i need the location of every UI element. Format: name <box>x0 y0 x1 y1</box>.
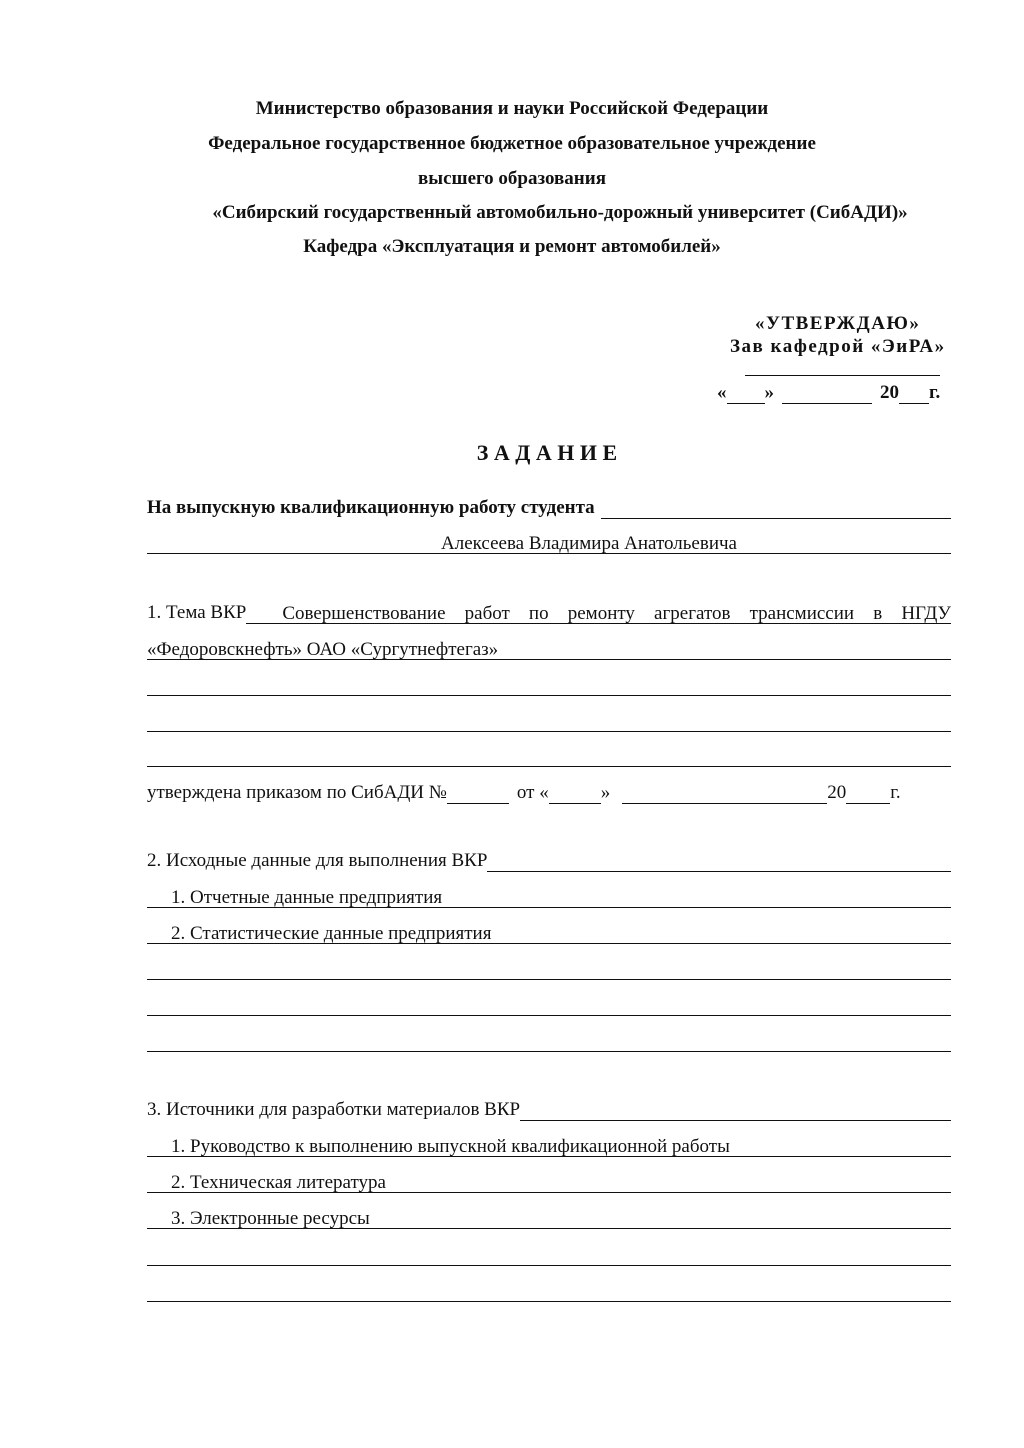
blank-line[interactable] <box>147 675 951 696</box>
signature-line[interactable] <box>745 375 940 376</box>
student-row <box>147 495 951 519</box>
sources-item-2[interactable]: 2. Техническая литература <box>147 1172 951 1193</box>
year-blank[interactable] <box>899 383 929 404</box>
initial-data-item-2[interactable]: 2. Статистические данные предприятия <box>147 923 951 944</box>
blank-line[interactable] <box>147 1245 951 1266</box>
order-suffix: г. <box>890 782 901 803</box>
approval-role: Зав кафедрой «ЭиРА» <box>730 336 946 357</box>
blank-line[interactable] <box>601 498 951 519</box>
education-level: высшего образования <box>418 168 606 189</box>
order-from: от « <box>516 782 549 803</box>
order-number-blank[interactable] <box>447 783 509 804</box>
blank-row <box>147 956 951 980</box>
topic-row <box>147 600 951 624</box>
blank-row <box>147 708 951 732</box>
ministry: Министерство образования и науки Российской Федерации <box>255 98 769 119</box>
year-prefix: 20 <box>880 382 899 403</box>
order-row <box>147 780 951 804</box>
topic-label: 1. Тема ВКР <box>147 602 247 623</box>
blank-row <box>147 743 951 767</box>
quote-open: « <box>717 382 727 403</box>
sources-item <box>147 1169 951 1193</box>
blank-line[interactable] <box>487 851 951 872</box>
order-label: утверждена приказом по СибАДИ № <box>147 782 447 803</box>
order-quote-close: » <box>600 782 611 803</box>
student-name-row <box>147 530 951 554</box>
blank-line[interactable] <box>147 1281 951 1302</box>
document-title: З А Д А Н И Е <box>476 440 618 465</box>
order-day-blank[interactable] <box>549 783 601 804</box>
blank-row <box>147 672 951 696</box>
sources-label: 3. Источники для разработки материалов ВКР <box>147 1099 521 1120</box>
blank-line[interactable] <box>520 1100 951 1121</box>
initial-data-item <box>147 884 951 908</box>
blank-row <box>147 1028 951 1052</box>
approval-title: «УТВЕРЖДАЮ» <box>755 313 921 334</box>
blank-line[interactable] <box>147 1031 951 1052</box>
blank-line[interactable] <box>147 995 951 1016</box>
blank-line[interactable] <box>147 746 951 767</box>
blank-line[interactable] <box>147 959 951 980</box>
sources-item <box>147 1205 951 1229</box>
sources-item-3[interactable]: 3. Электронные ресурсы <box>147 1208 951 1229</box>
department: Кафедра «Эксплуатация и ремонт автомобилей» <box>303 236 721 257</box>
quote-close: » <box>764 382 774 403</box>
topic-row-2 <box>147 636 951 660</box>
initial-data-row <box>147 848 951 872</box>
initial-data-label: 2. Исходные данные для выполнения ВКР <box>147 850 488 871</box>
day-blank[interactable] <box>727 383 765 404</box>
approval-date <box>717 382 940 404</box>
institution-type: Федеральное государственное бюджетное образовательное учреждение <box>208 133 816 154</box>
student-label: На выпускную квалификационную работу студента <box>147 497 595 518</box>
initial-data-item-1[interactable]: 1. Отчетные данные предприятия <box>147 887 951 908</box>
topic-line-2[interactable]: «Федоровскнефть» ОАО «Сургутнефтегаз» <box>147 639 951 660</box>
sources-item-1[interactable]: 1. Руководство к выполнению выпускной квалификационной работы <box>147 1136 951 1157</box>
initial-data-item <box>147 920 951 944</box>
order-month-blank[interactable] <box>622 783 827 804</box>
year-suffix: г. <box>929 382 941 403</box>
sources-item <box>147 1133 951 1157</box>
sources-row <box>147 1097 951 1121</box>
blank-row <box>147 1278 951 1302</box>
blank-row <box>147 1242 951 1266</box>
blank-line[interactable] <box>147 711 951 732</box>
order-year: 20 <box>827 782 847 803</box>
month-blank[interactable] <box>782 383 872 404</box>
topic-line-1[interactable]: Совершенствование работ по ремонту агрегатов трансмиссии в НГДУ <box>246 603 951 624</box>
student-name[interactable]: Алексеева Владимира Анатольевича <box>147 533 951 554</box>
blank-row <box>147 992 951 1016</box>
order-year-blank[interactable] <box>846 783 890 804</box>
university-name: «Сибирский государственный автомобильно-дорожный университет (СибАДИ)» <box>212 202 908 223</box>
